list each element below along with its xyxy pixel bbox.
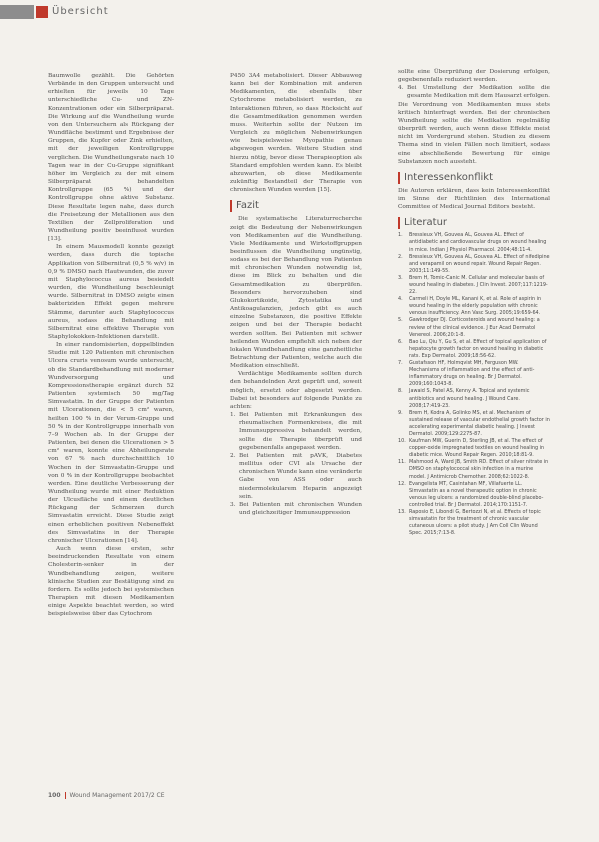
reference-item <box>398 232 550 253</box>
literature-heading: Literatur <box>398 217 550 229</box>
paragraph: sollte eine Überprüfung der Dosierung erfolgen, gegebenenfalls reduziert werden. <box>398 69 550 84</box>
header-accent-square <box>36 6 48 18</box>
item-number: 4. <box>398 296 403 303</box>
section-title: Übersicht <box>52 6 109 17</box>
text-column-2 <box>230 72 362 517</box>
item-text: Brem H, Tomic-Canic M. Cellular and molecular basis of wound healing in diabetes. J Clin Invest. 2007;117:1219-22. <box>409 274 548 296</box>
reference-item <box>398 459 550 480</box>
text-column-1 <box>48 72 174 618</box>
item-text: Carmeli H, Doyle ML, Kanani K, et al. Role of aspirin in wound healing in the elderly population with chronic venous insufficiency. Ann Vasc Surg. 2005;19:659-64. <box>409 296 542 317</box>
item-text: Evangelista MT, Casintahan MF, Villafuerte LL. Simvastatin as a novel therapeutic option in chronic venous leg ulcers: a randomized double-blind placebo-controlled trial. Br J Dermatol. 2014;170:1151-7. <box>409 480 544 508</box>
item-text: Bressieux VH, Gouvea AL, Gouvea AL. Effect of nifedipine and verapamil on wound repair. Wound Repair Regen. 2003;11:149-55. <box>409 253 550 274</box>
reference-item <box>398 509 550 537</box>
item-text: Jawaid S, Patel AS, Kenny A. Topical and systemic antibiotics and wound healing. J Wound Care. 2008;17:419-23. <box>409 388 530 409</box>
paragraph: Auch wenn diese ersten, sehr beeindruckenden Resultate von einem Cholesterin-senker in der Wundbehandlung zeigen, weitere klinische Studien zur Bestätigung sind zu fordern. Es sollte jedoch bei systemischen Therapien mit diesen Medikamenten einige Aspekte beachtet werden, so wird beispielsweise über das Cytochrom <box>48 546 174 618</box>
paragraph: Baumwolle gezählt. Die Gehörten Verbände in den Gruppen untersucht und erhielten für jeweils 10 Tage unterschiedliche Cu- und ZN-Konzentrationen oder ein Silberpräparat. Die Wirkung auf die Wundheilung wurde von den Untersuchern als Rückgang der Wundfläche bestimmt und Ergebnisse der Gruppen, die Kupfer oder Zink erhielten, mit der jeweiligen Kontrollgruppe verglichen. Die Wundheilungsrate nach 10 Tagen war in der Cu-Gruppe signifikant höher im Vergleich zu der mit einem Silberpräparat behandelten Kontrollgruppe (65 %) und der Kontrollgruppe ohne aktive Substanz. Diese Resultate legen nahe, dass durch die Freisetzung der Metallionen aus den Textilien der Zellproliferation und Wundheilung positiv beeinflusst wurden [13]. <box>48 73 174 243</box>
item-number: 4. <box>398 85 404 92</box>
list-item <box>230 501 362 517</box>
item-text: Brem H, Kodra A, Golinko MS, et al. Mechanism of sustained release of vascular endothelial growth factor in accelerating experimental diabetic healing. J Invest Dermatol. 2009;129:2275-87. <box>409 409 550 437</box>
reference-item <box>398 275 550 296</box>
item-text: Bressieux VH, Gouvea AL, Gouvea AL. Effect of antidiabetic and cardiovascular drugs on wound healing in mice. Indian J Physiol Pharmacol. 2004;48:11-4. <box>409 232 547 253</box>
fazit-body <box>230 215 362 411</box>
item-number: 3. <box>398 274 403 281</box>
list-item <box>230 452 362 501</box>
item-number: 11. <box>398 459 406 466</box>
list-item <box>230 411 362 452</box>
reference-item <box>398 296 550 317</box>
recommendation-list <box>398 84 550 100</box>
item-text: Bao Lu, Qiu Y, Gu S, et al. Effect of topical application of hepatocyte growth factor on wound healing in diabetic rats. Exp Dermatol. 2009;18:56-62. <box>409 338 547 359</box>
paragraph: Verdächtige Medikamente sollten durch den behandelnden Arzt geprüft und, soweit möglich, ersetzt oder abgesetzt werden. Dabei ist besonders auf folgende Punkte zu achten: <box>230 371 362 410</box>
reference-item <box>398 339 550 360</box>
header-band <box>0 5 34 19</box>
fazit-heading: Fazit <box>230 200 362 212</box>
journal-name: Wound Management 2017/2 CE <box>69 792 165 799</box>
page-header <box>0 0 599 24</box>
reference-item <box>398 254 550 275</box>
item-text: Bei Umstellung der Medikation sollte die gesamte Medikation mit dem Hausarzt erfolgen. <box>407 85 550 100</box>
conflict-text: Die Autoren erklären, dass kein Interessenkonflikt im Sinne der Richtlinien des International Committee of Medical Journal Editors besteht. <box>398 187 550 211</box>
item-number: 1. <box>398 232 403 239</box>
item-text: Bei Patienten mit pAVK, Diabetes mellitus oder CVI als Ursache der chronischen Wunde kann eine veränderte Gabe von ASS oder auch niedermolekularem Heparin angezeigt sein. <box>239 452 362 500</box>
item-text: Gustafsson HF, Holmqvist MH, Ferguson MW. Mechanisms of inflammation and the effect of anti-inflammatory drugs on healing. Br J Dermatol. 2009;160:1043-8. <box>409 360 535 388</box>
item-text: Raposio E, Libondi G, Bertozzi N, et al. Effects of topic simvastatin for the treatment of chronic vascular cutaneous ulcers: a pilot study. J Am Coll Clin Wound Spec. 2015;7:13-8. <box>409 509 541 537</box>
reference-item <box>398 317 550 338</box>
item-number: 10. <box>398 438 406 445</box>
item-number: 5. <box>398 317 403 324</box>
footer-divider <box>65 792 66 799</box>
fazit-list <box>230 411 362 517</box>
conflict-heading: Interessenkonflikt <box>398 172 550 184</box>
item-number: 7. <box>398 360 403 367</box>
item-number: 1. <box>230 412 236 419</box>
reference-list <box>398 232 550 537</box>
item-text: Kaufman MW, Guerin D, Sterling JB, et al. The effect of copper-oxide impregnated textiles on wound healing in diabetic mice. Wound Repair Regen. 2010;18:81-9. <box>409 438 545 459</box>
item-number: 6. <box>398 338 403 345</box>
item-number: 9. <box>398 409 403 416</box>
item-number: 2. <box>230 452 236 459</box>
item-text: Gawkrodger DJ. Corticosteroids and wound healing: a review of the clinical evidence. J Eur Acad Dermatol Venereol. 2006;20:1-8. <box>409 317 540 338</box>
item-number: 13. <box>398 509 406 515</box>
item-number: 3. <box>230 501 236 508</box>
reference-item <box>398 360 550 388</box>
reference-item <box>398 410 550 438</box>
item-number: 8. <box>398 388 403 395</box>
paragraph: P450 3A4 metabolisiert. Dieser Abbauweg kann bei der Kombination mit anderen Medikamenten, die ebenfalls über Cytochrome metabolisiert werden, zu Interaktionen führen, so dass Rücksicht auf die Gesamtmedikation genommen werden muss. Weiterhin sollte der Nutzen im Vergleich zu möglichen Nebenwirkungen wie beispielsweise Myopathie genau abgewogen werden. Weitere Studien sind hierzu nötig, bevor diese Therapieoption als Standard empfohlen werden kann. Es bleibt abzuwarten, ob diese Medikamente zukünftig Bestandteil der Therapie von chronischen Wunden werden [15]. <box>230 73 362 194</box>
paragraph: Die Verordnung von Medikamenten muss stets kritisch hinterfragt werden. Bei der chronischen Wundheilung sollte die Medikation regelmäßig überprüft werden, auch wenn diese Effekte meist nicht im Vordergrund stehen. Studien zu diesem Thema sind in vielen Fällen noch limitiert, sodass eine abschließende Bewertung für einige Substanzen noch aussteht. <box>398 101 550 165</box>
list-item <box>398 84 550 100</box>
page-number: 100 <box>48 792 61 799</box>
reference-item <box>398 481 550 509</box>
item-text: Mahmood A, Ward JB, Smith RD. Effect of silver nitrate in DMSO on staphylococcal skin infection in a murine model. J Antimicrob Chemother. 2008;62:1022-8. <box>409 459 549 480</box>
paragraph: Die systematische Literaturrecherche zeigt die Bedeutung der Nebenwirkungen von Medikamenten auf die Wundheilung. Viele Medikamente und Wirkstoffgruppen beeinflussen die Wundheilung ungünstig, sodass es bei der Behandlung von Patienten mit chronischen Wunden notwendig ist, diese im Blick zu behalten und die Gesamtmedikation zu überprüfen. Besonders hervorzuheben sind Glukokortikoide, Zytostatika und Antikoagulanzien, jedoch gibt es auch einzelne Substanzen, die positive Effekte zeigen und bei der Therapie bedacht werden sollten. Bei Patienten mit schwer heilenden Wunden empfiehlt sich neben der lokalen Wundbehandlung eine ganzheitliche Betrachtung der Patienten, welche auch die Medikation einschließt. <box>230 216 362 370</box>
text-column-3 <box>398 68 550 537</box>
item-text: Bei Patienten mit chronischen Wunden und gleichzeitiger Immunsuppression <box>239 501 362 516</box>
item-number: 2. <box>398 253 403 260</box>
paragraph: In einem Mausmodell konnte gezeigt werden, dass durch die topische Applikation von Silbernitrat (0,5 % w/v) in 0,9 % DMSO nach Hautwunden, die zuvor mit Staphylococcus aureus besiedelt wurden, die Wundheilung beschleunigt wurde. Silbernitrat in DMSO zeigte einen bakteriziden Effekt gegen mehrere Stämme, darunter auch Staphylococcus aureus, sodass die Behandlung mit Silbernitrat eine effektive Therapie von Staphylokokken-Infektionen darstellt. <box>48 244 174 340</box>
reference-item <box>398 388 550 409</box>
item-text: Bei Patienten mit Erkrankungen des rheumatischen Formenkreises, die mit Immunsuppressiva behandelt werden, sollte die Therapie überprüft und gegebenenfalls angepasst werden. <box>239 412 362 451</box>
page-footer <box>48 792 165 799</box>
item-number: 12. <box>398 480 406 487</box>
reference-item <box>398 438 550 459</box>
paragraph: In einer randomisierten, doppelblinden Studie mit 120 Patienten mit chronischen Ulcera cruris venosum wurde untersucht, ob die Standardbehandlung mit moderner Wundversorgung und Kompressionstherapie ergänzt durch 52 Patienten systemisch 50 mg/Tag Simvastatin. In der Gruppe der Patienten mit Ulcerationen, die < 5 cm² waren, heilten 100 % in der Verum-Gruppe und 50 % in der Kontrollgruppe innerhalb von 7–9 Wochen ab. In der Gruppe der Patienten, bei denen die Ulcerationen > 5 cm² waren, konnte eine Abheilungsrate von 67 % nach durchschnittlich 10 Wochen in der Simvastatin-Gruppe und von 0 % in der Kontrollgruppe beobachtet werden. Eine deutliche Verbesserung der Wundheilung wurde mit einer Reduktion der Ulcusfläche und einem deutlichen Rückgang der Schmerzen durch Simvastatin erreicht. Diese Studie zeigt einen erheblichen positiven Nebeneffekt des Simvastatins in der Therapie chronischer Ulcerationen [14]. <box>48 342 174 544</box>
